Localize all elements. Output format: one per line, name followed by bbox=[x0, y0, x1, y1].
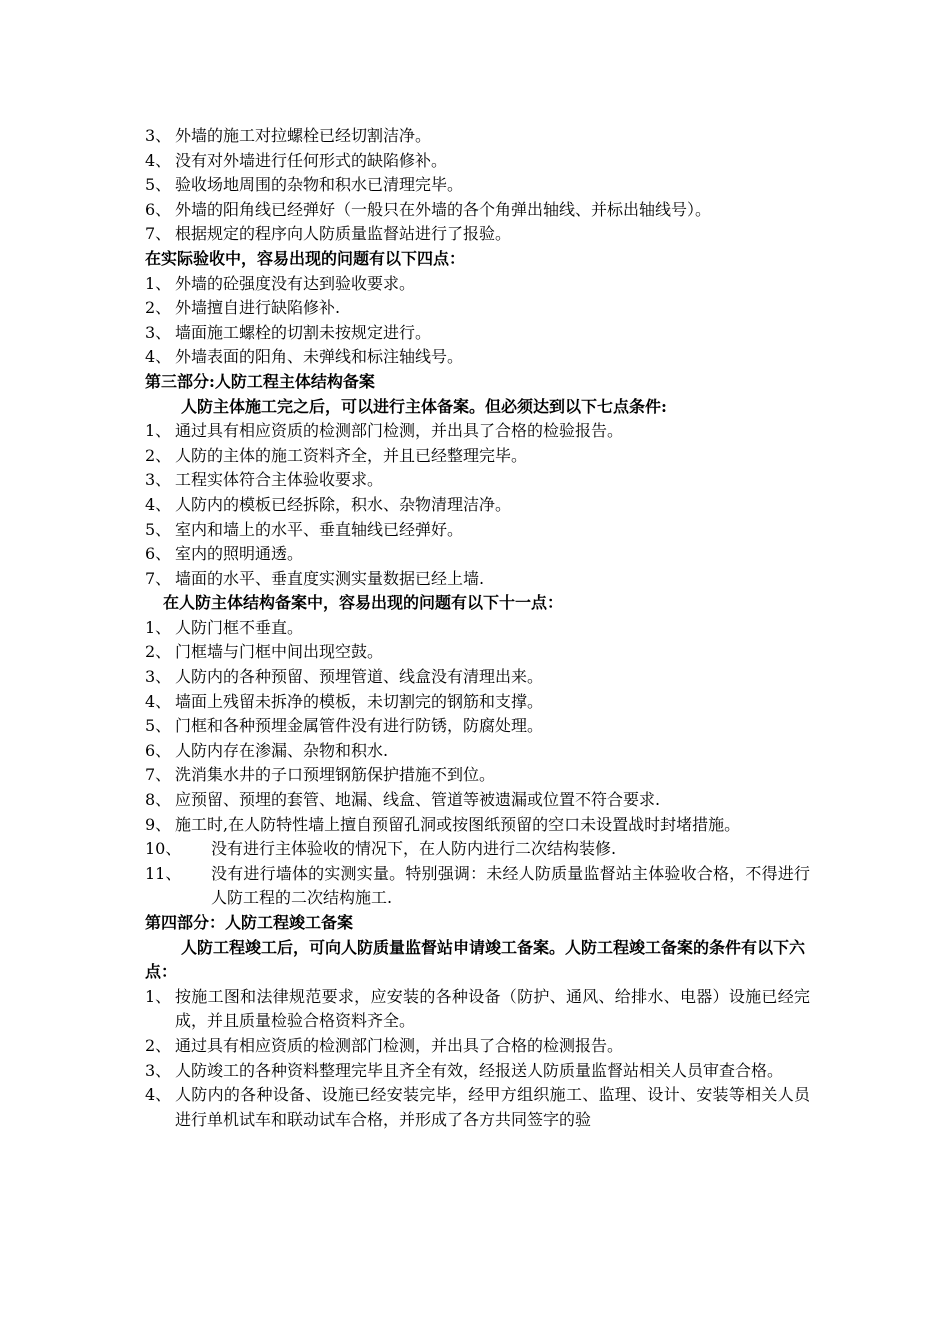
list-item-number: 1、 bbox=[145, 617, 172, 637]
list-item bbox=[145, 862, 810, 911]
document-body bbox=[145, 124, 810, 1132]
list-item bbox=[145, 518, 810, 543]
list-item-text: 验收场地周围的杂物和积水已清理完毕。 bbox=[175, 175, 464, 195]
list-item bbox=[145, 985, 810, 1034]
list-item-number: 4、 bbox=[145, 150, 172, 170]
list-item-number: 3、 bbox=[145, 126, 172, 145]
list-item-number: 6、 bbox=[145, 544, 172, 564]
list-item-number: 11、 bbox=[145, 863, 182, 883]
list-item bbox=[145, 739, 810, 764]
list-item bbox=[145, 714, 810, 739]
list-item-text: 通过具有相应资质的检测部门检测，并出具了合格的检验报告。 bbox=[175, 421, 624, 441]
list-item bbox=[145, 124, 810, 149]
section-heading: 第四部分：人防工程竣工备案 bbox=[145, 913, 354, 932]
list-item-number: 1、 bbox=[145, 421, 172, 441]
list-item-text: 人防的主体的施工资料齐全，并且已经整理完毕。 bbox=[175, 445, 528, 465]
list-item-text: 人防门框不垂直。 bbox=[175, 617, 304, 637]
list-item-text: 人防竣工的各种资料整理完毕且齐全有效，经报送人防质量监督站相关人员审查合格。 bbox=[175, 1060, 784, 1080]
section-heading: 第三部分:人防工程主体结构备案 bbox=[145, 371, 375, 391]
list-item-number: 4、 bbox=[145, 494, 172, 514]
list-item bbox=[145, 468, 810, 493]
list-item bbox=[145, 690, 810, 715]
list-item-text: 没有对外墙进行任何形式的缺陷修补。 bbox=[175, 150, 448, 170]
list-item-number: 1、 bbox=[145, 986, 172, 1006]
list-item-text: 人防内的各种预留、预埋管道、线盒没有清理出来。 bbox=[175, 667, 544, 687]
list-item-number: 5、 bbox=[145, 519, 172, 539]
list-item-number: 4、 bbox=[145, 347, 172, 367]
list-item bbox=[145, 272, 810, 297]
section-intro: 人防主体施工完之后，可以进行主体备案。但必须达到以下七点条件: bbox=[181, 396, 667, 416]
section-heading: 在实际验收中，容易出现的问题有以下四点： bbox=[145, 248, 466, 268]
list-item-text: 室内和墙上的水平、垂直轴线已经弹好。 bbox=[175, 519, 464, 539]
section-intro: 人防工程竣工后，可向人防质量监督站申请竣工备案。人防工程竣工备案的条件有以下六点： bbox=[145, 937, 806, 982]
list-item-text: 门框和各种预埋金属管件没有进行防锈，防腐处理。 bbox=[175, 716, 544, 736]
list-item bbox=[145, 345, 810, 370]
list-item bbox=[145, 419, 810, 444]
list-item-text: 通过具有相应资质的检测部门检测，并出具了合格的检测报告。 bbox=[175, 1035, 624, 1055]
list-item-number: 3、 bbox=[145, 322, 172, 342]
list-item-text: 外墙的砼强度没有达到验收要求。 bbox=[175, 273, 416, 293]
list-item-number: 3、 bbox=[145, 667, 172, 687]
list-item-number: 8、 bbox=[145, 790, 172, 810]
list-item-text: 墙面上残留未拆净的模板，未切割完的钢筋和支撑。 bbox=[175, 691, 544, 711]
list-item bbox=[145, 444, 810, 469]
list-item bbox=[145, 149, 810, 174]
list-item-text: 按施工图和法律规范要求，应安装的各种设备（防护、通风、给排水、电器）设施已经完成，并且质量检验合格资料齐全。 bbox=[175, 986, 810, 1031]
list-item-text: 没有进行墙体的实测实量。特别强调：未经人防质量监督站主体验收合格，不得进行人防工程的二次结构施工. bbox=[211, 863, 810, 908]
list-item-number: 9、 bbox=[145, 814, 172, 834]
list-item-text: 根据规定的程序向人防质量监督站进行了报验。 bbox=[175, 224, 512, 244]
list-item-number: 6、 bbox=[145, 199, 172, 219]
list-item-number: 3、 bbox=[145, 470, 172, 490]
list-item-number: 5、 bbox=[145, 175, 172, 195]
list-item bbox=[145, 640, 810, 665]
list-item-number: 7、 bbox=[145, 224, 172, 244]
list-item-text: 墙面施工螺栓的切割未按规定进行。 bbox=[175, 322, 432, 342]
list-item bbox=[145, 222, 810, 247]
section-intro: 在人防主体结构备案中，容易出现的问题有以下十一点： bbox=[163, 593, 564, 613]
list-item-text: 洗消集水井的子口预埋钢筋保护措施不到位。 bbox=[175, 765, 496, 785]
list-item-text: 应预留、预埋的套管、地漏、线盒、管道等被遗漏或位置不符合要求. bbox=[175, 790, 661, 810]
list-item-text: 外墙的施工对拉螺栓已经切割洁净。 bbox=[175, 126, 432, 145]
list-item bbox=[145, 1083, 810, 1132]
list-item bbox=[145, 1059, 810, 1084]
list-item-text: 外墙的阳角线已经弹好（一般只在外墙的各个角弹出轴线、并标出轴线号）。 bbox=[175, 199, 712, 219]
list-item-number: 3、 bbox=[145, 1060, 172, 1080]
list-item-text: 外墙擅自进行缺陷修补. bbox=[175, 298, 341, 318]
list-item-number: 7、 bbox=[145, 765, 172, 785]
list-item-text: 室内的照明通透。 bbox=[175, 544, 304, 564]
list-item-text: 人防内的各种设备、设施已经安装完毕，经甲方组织施工、监理、设计、安装等相关人员进行单机试车和联动试车合格，并形成了各方共同签字的验 bbox=[175, 1085, 810, 1129]
list-item-text: 门框墙与门框中间出现空鼓。 bbox=[175, 642, 384, 662]
list-item-number: 7、 bbox=[145, 568, 172, 588]
list-item-number: 2、 bbox=[145, 1035, 172, 1055]
list-item bbox=[145, 837, 810, 862]
list-item-text: 人防内的模板已经拆除，积水、杂物清理洁净。 bbox=[175, 494, 512, 514]
list-item bbox=[145, 665, 810, 690]
list-item bbox=[145, 321, 810, 346]
list-item-number: 1、 bbox=[145, 273, 172, 293]
list-item bbox=[145, 493, 810, 518]
list-item bbox=[145, 542, 810, 567]
list-item bbox=[145, 788, 810, 813]
list-item-number: 2、 bbox=[145, 642, 172, 662]
list-item-number: 5、 bbox=[145, 716, 172, 736]
list-item-number: 10、 bbox=[145, 839, 182, 859]
list-item-number: 2、 bbox=[145, 298, 172, 318]
list-item-text: 没有进行主体验收的情况下，在人防内进行二次结构装修. bbox=[211, 839, 617, 859]
list-item-text: 外墙表面的阳角、未弹线和标注轴线号。 bbox=[175, 347, 464, 367]
list-item-number: 4、 bbox=[145, 691, 172, 711]
list-item bbox=[145, 1034, 810, 1059]
list-item-text: 墙面的水平、垂直度实测实量数据已经上墙. bbox=[175, 568, 485, 588]
list-item-text: 人防内存在渗漏、杂物和积水. bbox=[175, 740, 389, 760]
list-item-text: 工程实体符合主体验收要求。 bbox=[175, 470, 384, 490]
list-item bbox=[145, 198, 810, 223]
list-item bbox=[145, 567, 810, 592]
list-item-number: 6、 bbox=[145, 740, 172, 760]
list-item bbox=[145, 296, 810, 321]
list-item bbox=[145, 763, 810, 788]
list-item bbox=[145, 616, 810, 641]
list-item bbox=[145, 813, 810, 838]
list-item-number: 4、 bbox=[145, 1085, 172, 1105]
list-item-number: 2、 bbox=[145, 445, 172, 465]
list-item-text: 施工时,在人防特性墙上擅自预留孔洞或按图纸预留的空口未设置战时封堵措施。 bbox=[175, 814, 741, 834]
list-item bbox=[145, 173, 810, 198]
